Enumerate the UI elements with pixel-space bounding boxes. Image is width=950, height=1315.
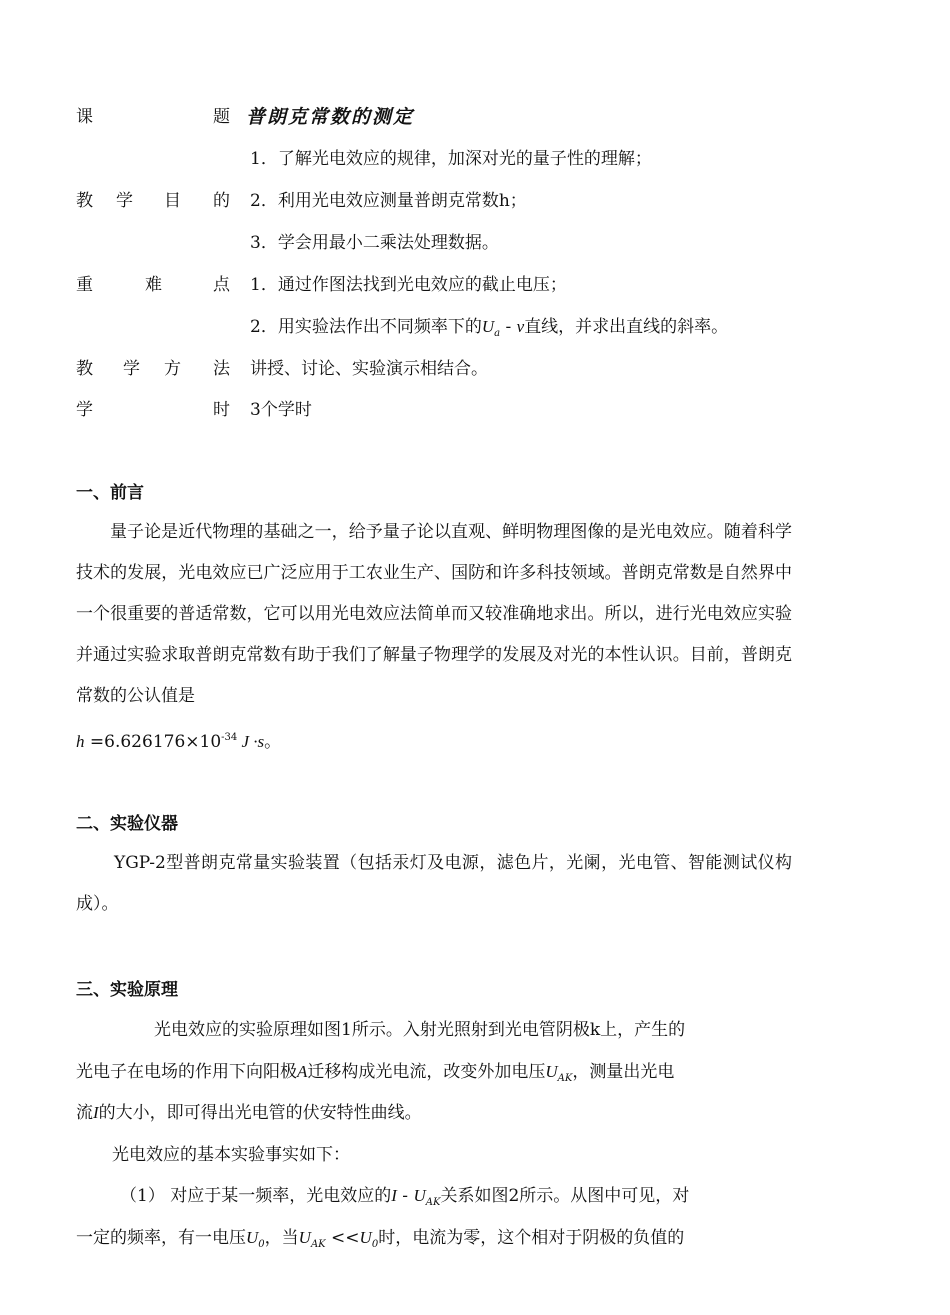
section-3-line-2: 光电子在电场的作用下向阳极A迁移构成光电流，改变外加电压$U_{AK}$，测量出光电 [76,1062,675,1084]
hours-label: 学 时 [76,400,230,420]
section-3-line-4: 光电效应的基本实验事实如下： [112,1145,350,1165]
section-3-line-3: 流I的大小，即可得出光电管的伏安特性曲线。 [76,1103,422,1123]
planck-constant-formula: $h =6.626176\times 10^{-34}$ J ·s。 [76,732,282,752]
section-3-heading: 三、实验原理 [76,980,178,1000]
section-2-body: YGP-2型普朗克常量实验装置（包括汞灯及电源，滤色片，光阑，光电管、智能测试仪构成）。 [76,853,792,914]
method-label: 教 学 方 法 [76,359,230,379]
page-title: 普朗克常数的测定 [246,106,415,128]
topic-label: 课 题 [76,107,230,127]
goals-label: 教 学 目 的 [76,191,230,211]
section-3-line-6: 一定的频率，有一电压$U_0$，当$U_{AK} <<U_0$时，电流为零，这个相对于阴极的负值的 [76,1228,685,1250]
section-1-heading: 一、前言 [76,483,144,503]
key-label: 重 难 点 [76,275,230,295]
section-1-body: 量子论是近代物理的基础之一，给予量子论以直观、鲜明物理图像的是光电效应。随着科学技术的发展，光电效应已广泛应用于工农业生产、国防和许多科技领域。普朗克常数是自然界中一个很重要的普适常数，它可以用光电效应法简单而又较准确地求出。所以，进行光电效应实验并通过实验求取普朗克常数有助于我们了解量子物理学的发展及对光的本性认识。目前，普朗克常数的公认值是 $h =6.626176\times 10^{-34}$ J ·s。 [76,512,792,763]
section-3-line-1: 光电效应的实验原理如图1所示。入射光照射到光电管阴极k上，产生的 [154,1020,686,1040]
section-2-heading: 二、实验仪器 [76,814,178,834]
section-3-line-5: （1） 对应于某一频率，光电效应的I - $U_{AK}$关系如图2所示。从图中可见，对 [120,1186,690,1208]
document-page: 课 题 普朗克常数的测定 1．了解光电效应的规律，加深对光的量子性的理解； 教 学 目 的 2．利用光电效应测量普朗克常数h； 3．学会用最小二乘法处理数据。 重 难 点 1．通过作图法找到光电效应的截止电压； 2．用实验法作出不同频率下的$U_a$ - ν直线，并求出直线的斜率。 教 学 方 法 讲授、讨论、实验演示相结合。 学 时 3个学时 一、前言 量子论是近代物理的基础之一，给予量子论以直观、鲜明物理图像的是光电效应。随着科学技术的发展，光电效应已广泛应用于工农业生产、国防和许多科技领域。普朗克常数是自然界中一个很重要的普适常数，它可以用光电效应法简单而又较准确地求出。所以，进行光电效应实验并通过实验求取普朗克常数有助于我们了解量子物理学的发展及对光的本性认识。目前，普朗克常数的公认值是 $h =6.626176\times 10^{-34}$ J ·s。 二、实验仪器 YGP-2型普朗克常量实验装置（包括汞灯及电源，滤色片，光阑，光电管、智能测试仪构成）。 三、实验原理 光电效应的实验原理如图1所示。入射光照射到光电管阴极k上，产生的 光电子在电场的作用下向阳极A迁移构成光电流，改变外加电压$U_{AK}$，测量出光电 流I的大小，即可得出光电管的伏安特性曲线。 光电效应的基本实验事实如下： （1） 对应于某一频率，光电效应的I - $U_{AK}$关系如图2所示。从图中可见，对 一定的频率，有一电压$U_0$，当$U_{AK} <<U_0$时，电流为零，这个相对于阴极的负值的 [0,0,950,1315]
